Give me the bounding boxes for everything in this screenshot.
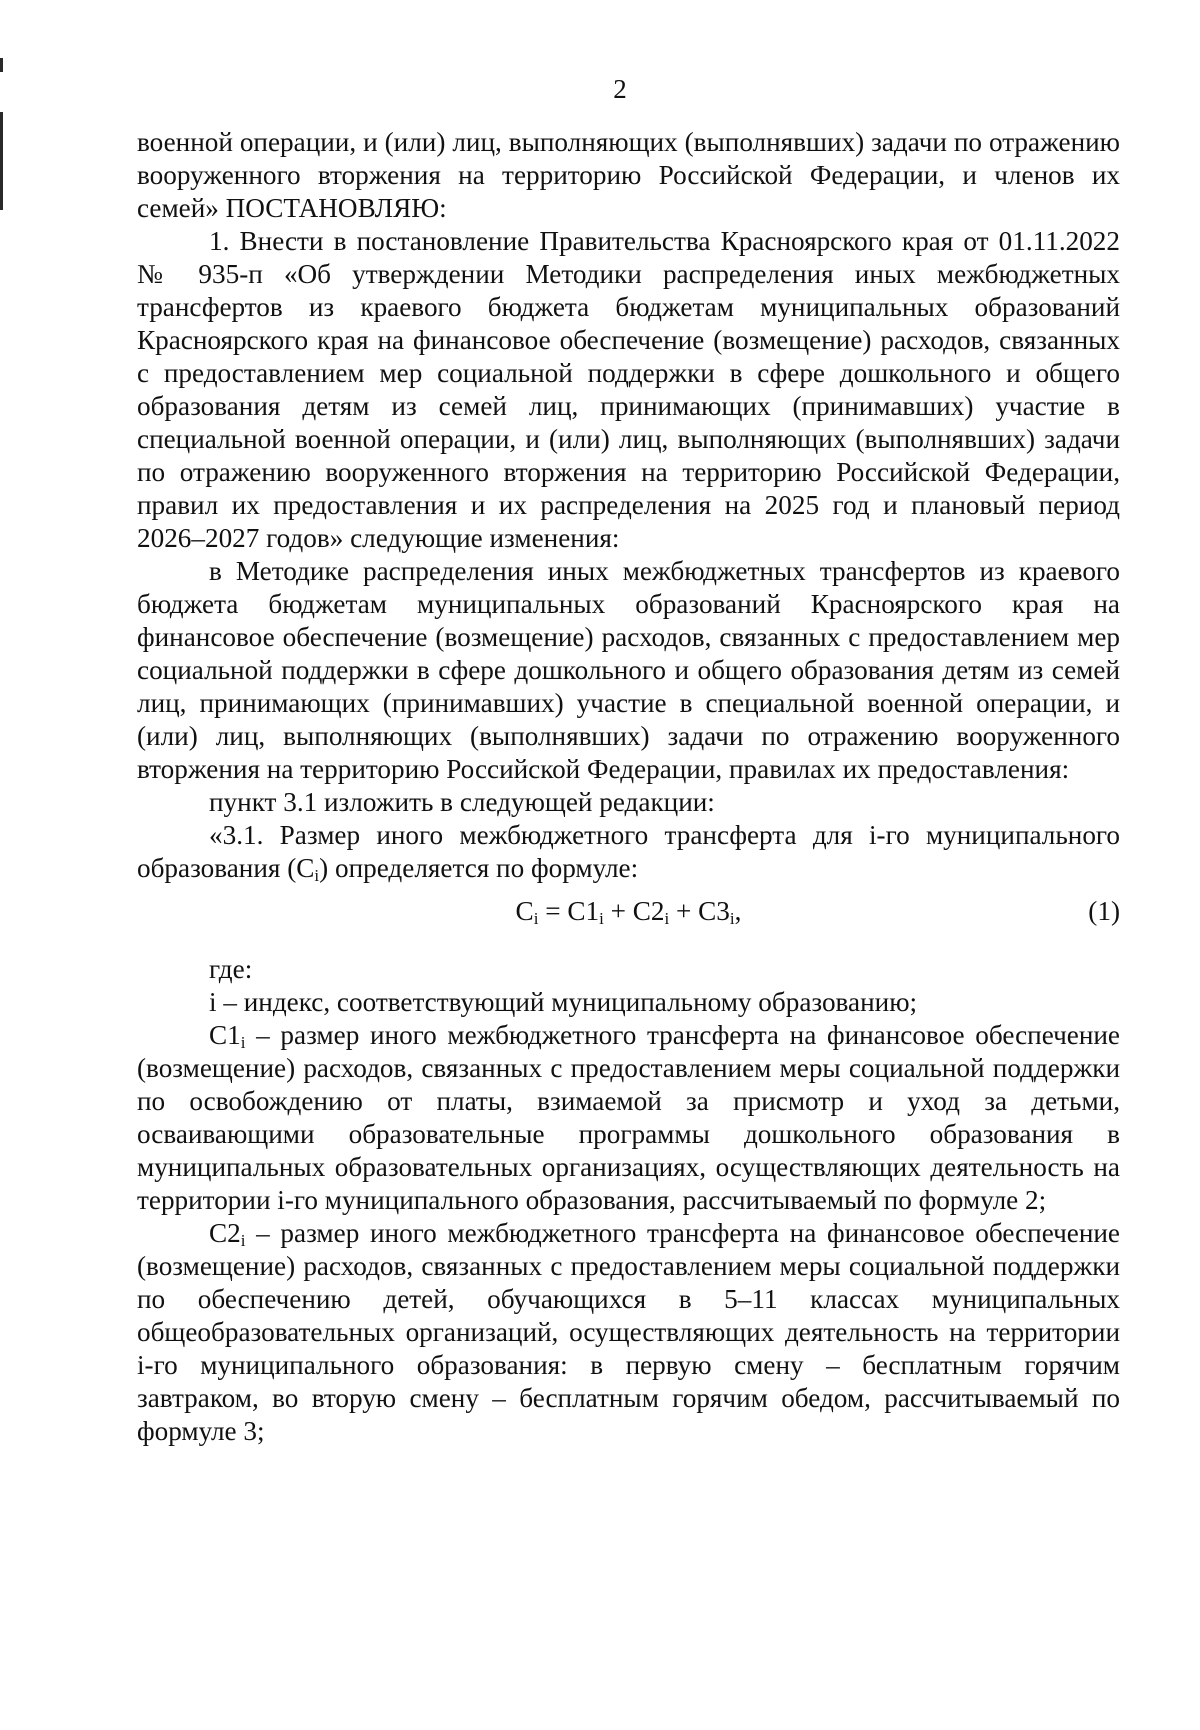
c1-symbol: C1 [209, 1020, 241, 1050]
page-number: 2 [613, 74, 627, 104]
formula-1-number: (1) [1088, 896, 1120, 926]
formula-lhs: C [515, 896, 534, 926]
paragraph-index-definition: i – индекс, соответствующий муниципальному образованию; [209, 987, 918, 1017]
scan-edge-mark-bottom [0, 112, 3, 210]
paragraph-point-3-1 [137, 819, 1120, 885]
paragraph-continuation: военной операции, и (или) лиц, выполняющих (выполнявших) задачи по отражению вооруженного вторжения на территорию Российской Федерации, и членов их семей» ПОСТАНОВЛЯЮ: [137, 127, 1120, 223]
p31-text-after: ) определяется по формуле: [319, 853, 639, 883]
paragraph-item-1: 1. Внести в постановление Правительства Красноярского края от 01.11.2022 № 935-п «Об утверждении Методики распределения иных межбюджетных трансфертов из краевого бюджета бюджетам муниципальных образований Красноярского края на финансовое обеспечение (возмещение) расходов, связанных с предоставлением мер социальной поддержки в сфере дошкольного и общего образования детям из семей лиц, принимающих (принимавших) участие в специальной военной операции, и (или) лиц, выполняющих (выполнявших) задачи по отражению вооруженного вторжения на территорию Российской Федерации, правил их предоставления и их распределения на 2025 год и плановый период 2026–2027 годов» следующие изменения: [137, 226, 1120, 553]
paragraph-c2-definition [137, 1217, 1120, 1448]
paragraph-methodology-changes: в Методике распределения иных межбюджетных трансфертов из краевого бюджета бюджетам муниципальных образований Красноярского края на финансовое обеспечение (возмещение) расходов, связанных с предоставлением мер социальной поддержки в сфере дошкольного и общего образования детям из семей лиц, принимающих (принимавших) участие в специальной военной операции, и (или) лиц, выполняющих (выполнявших) задачи по отражению вооруженного вторжения на территорию Российской Федерации, правилах их предоставления: [137, 556, 1120, 784]
formula-1 [137, 895, 1120, 928]
formula-term-c1-sub: i [599, 909, 604, 928]
formula-lhs-sub: i [533, 909, 539, 928]
formula-plus-1: + [603, 896, 633, 926]
c1-symbol-sub: i [240, 1033, 246, 1052]
c1-definition-text: – размер иного межбюджетного трансферта на финансовое обеспечение (возмещение) расходов, связанных с предоставлением меры социальной поддержки по освобождению от платы, взимаемой за присмотр и уход за детьми, осваивающими образовательные программы дошкольного образования в муниципальных образовательных организациях, осуществляющих деятельность на территории i-го муниципального образования, рассчитываемый по формуле 2; [137, 1020, 1120, 1215]
c2-definition-text: – размер иного межбюджетного трансферта на финансовое обеспечение (возмещение) расходов, связанных с предоставлением меры социальной поддержки по обеспечению детей, обучающихся в 5–11 классах муниципальных общеобразовательных организаций, осуществляющих деятельность на территории i-го муниципального образования: в первую смену – бесплатным горячим завтраком, во вторую смену – бесплатным горячим обедом, рассчитываемый по формуле 3; [137, 1218, 1120, 1446]
paragraph-where: где: [209, 954, 253, 984]
paragraph-c1-definition [137, 1019, 1120, 1217]
formula-term-c3-sub: i [729, 909, 735, 928]
scan-edge-mark-top [0, 58, 3, 72]
c2-symbol-sub: i [240, 1231, 246, 1250]
formula-end: , [734, 896, 742, 926]
formula-1-row [137, 895, 1120, 935]
formula-equals: = [538, 896, 568, 926]
c2-symbol: C2 [209, 1218, 241, 1248]
paragraph-point-3-1-intro: пункт 3.1 изложить в следующей редакции: [209, 787, 715, 817]
formula-term-c2: C2 [632, 896, 665, 926]
formula-plus-2: + [669, 896, 699, 926]
p31-subscript: i [314, 866, 320, 885]
formula-term-c1: C1 [567, 896, 600, 926]
formula-term-c3: C3 [698, 896, 730, 926]
p31-text-before: «3.1. Размер иного межбюджетного трансферта для i-го муниципального образования (C [137, 820, 1120, 883]
formula-term-c2-sub: i [664, 909, 670, 928]
document-body [137, 126, 1120, 1448]
